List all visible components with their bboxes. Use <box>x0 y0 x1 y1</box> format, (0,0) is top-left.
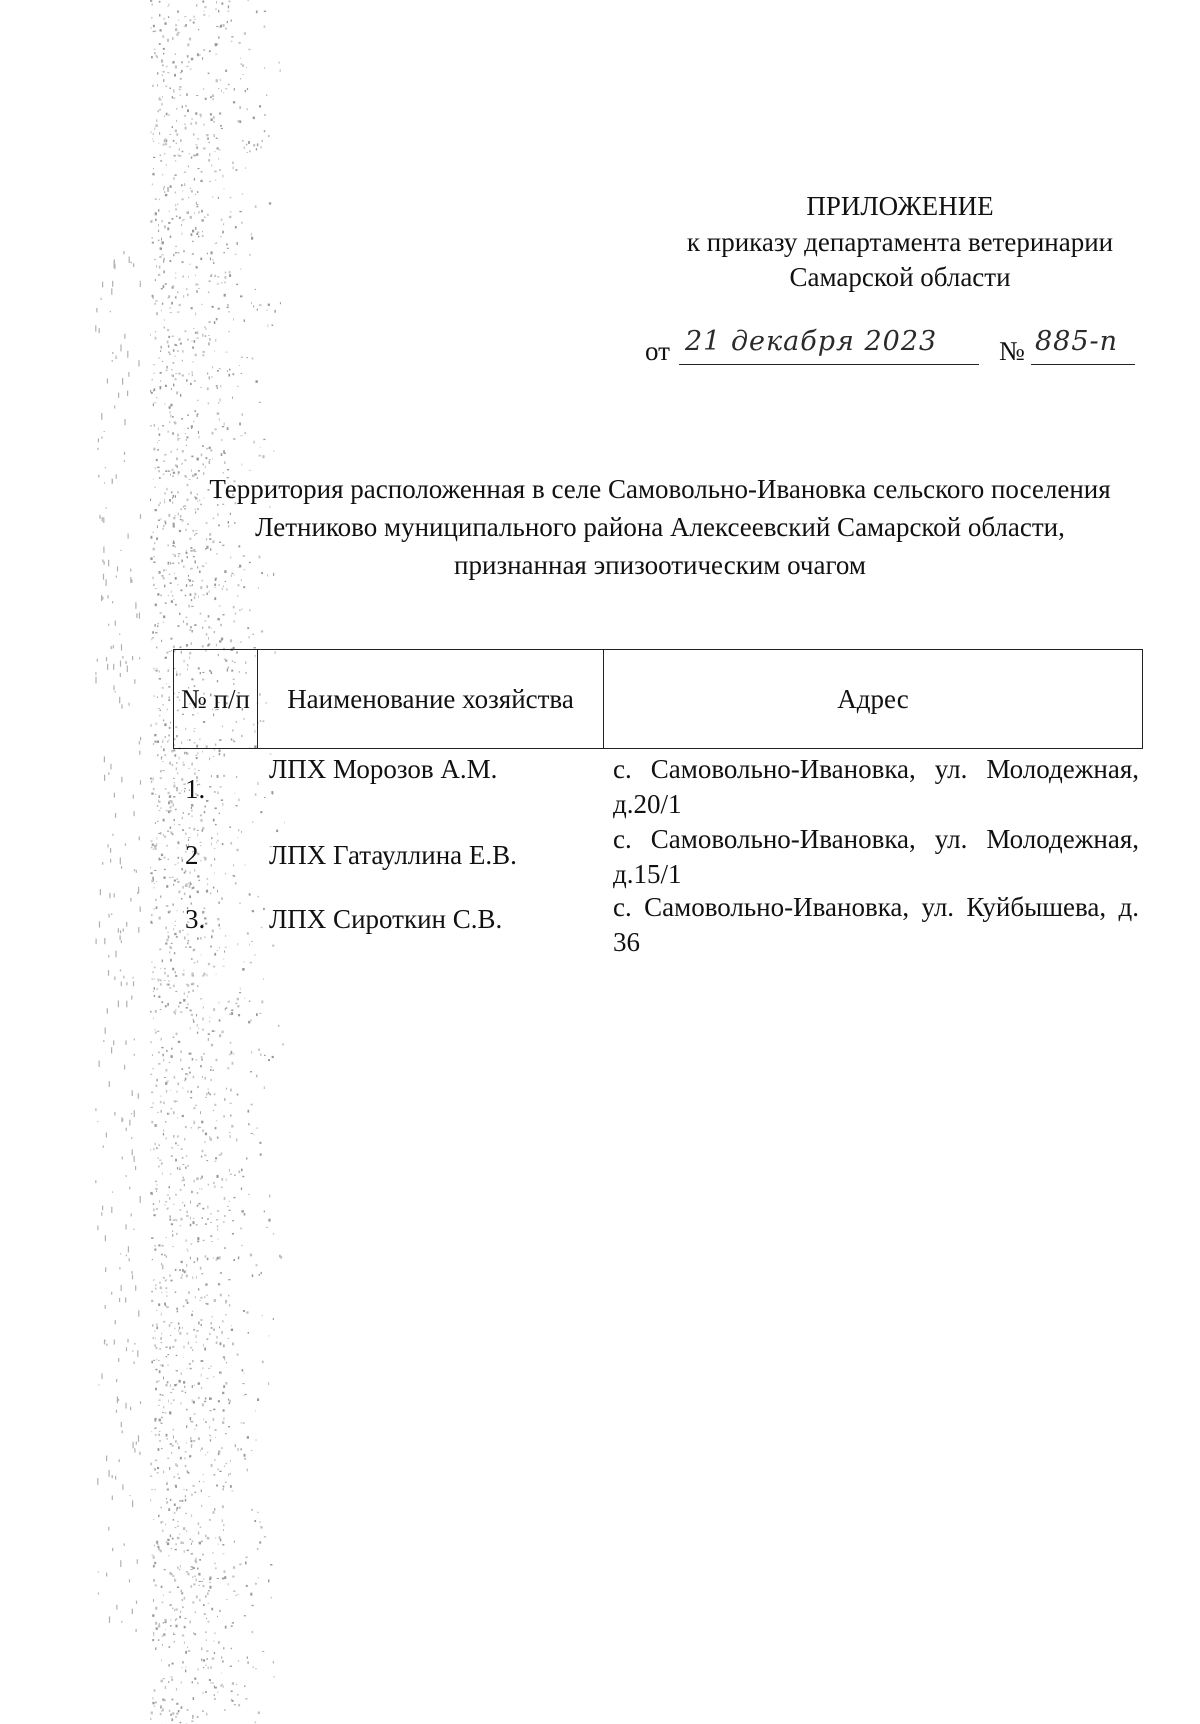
row-address: с. Самовольно-Ивановка, ул. Молодежная, д.20/1 <box>613 754 1139 819</box>
appendix-subtitle-line2: Самарской области <box>789 262 1011 292</box>
order-number-field <box>1031 326 1135 365</box>
row-household-name: ЛПХ Сироткин С.В. <box>269 904 503 934</box>
row-number: 2 <box>185 840 199 870</box>
row-address: с. Самовольно-Ивановка, ул. Молодежная, д.15/1 <box>613 824 1139 889</box>
order-reference <box>645 326 1135 370</box>
order-number-prefix: № <box>999 336 1025 366</box>
order-number-handwritten: 885-п <box>1035 326 1119 357</box>
header-address: Адрес <box>837 683 909 714</box>
order-date-handwritten: 21 декабря 2023 <box>685 326 938 357</box>
order-date-field <box>679 326 979 365</box>
row-number: 1. <box>185 774 206 804</box>
row-household-name: ЛПХ Гатауллина Е.В. <box>269 840 517 870</box>
table-header <box>173 649 1143 749</box>
row-number: 3. <box>185 904 206 934</box>
document-title: Территория расположенная в селе Самовольно-Ивановка сельского поселения Летниково муниципального района Алексеевский Самарской области, признанная эпизоотическим очагом <box>209 474 1111 580</box>
header-household-name: Наименование хозяйства <box>258 650 604 748</box>
row-address: с. Самовольно-Ивановка, ул. Куйбышева, д. 36 <box>613 892 1139 957</box>
appendix-subtitle-line1: к приказу департамента ветеринарии <box>686 227 1114 257</box>
header-number: № п/п <box>174 650 258 748</box>
row-household-name: ЛПХ Морозов А.М. <box>269 754 498 784</box>
order-date-prefix: от <box>645 336 670 366</box>
appendix-heading: ПРИЛОЖЕНИЕ <box>806 191 994 221</box>
